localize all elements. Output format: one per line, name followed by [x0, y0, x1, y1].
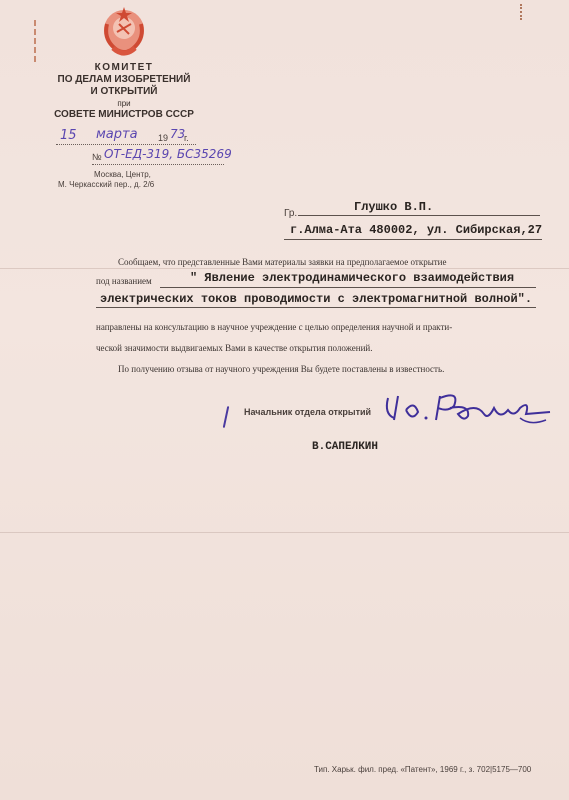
body-paragraph-2-line-1: направлены на консультацию в научное учреждение с целью определения научной и практи-	[96, 322, 453, 332]
recipient-name: Глушко В.П.	[354, 200, 434, 214]
committee-subtitle: ПО ДЕЛАМ ИЗОБРЕТЕНИЙ	[57, 74, 191, 85]
staple-mark	[34, 20, 39, 62]
recipient-name-line	[298, 215, 540, 216]
handwritten-signature	[380, 390, 558, 440]
signatory-name: В.САПЕЛКИН	[312, 441, 379, 453]
date-year: 73	[170, 127, 186, 141]
title-line-1	[160, 287, 536, 288]
discovery-title-1: " Явление электродинамического взаимодействия	[190, 271, 515, 285]
ussr-emblem-icon	[97, 4, 151, 60]
reference-prefix: №	[92, 152, 102, 162]
date-month: марта	[96, 127, 138, 142]
paper-fold	[0, 268, 569, 269]
committee-title: КОМИТЕТ	[94, 62, 154, 73]
body-under-name: под названием	[96, 276, 152, 286]
date-day: 15	[60, 128, 77, 143]
committee-subtitle-2: И ОТКРЫТИЙ	[90, 86, 158, 97]
corner-mark	[520, 4, 528, 20]
discovery-title-2: электрических токов проводимости с электромагнитной волной".	[100, 292, 533, 306]
title-line-2	[96, 307, 536, 308]
date-g: г.	[184, 133, 189, 143]
committee-pri: при	[117, 99, 131, 108]
reference-number: ОТ-ЕД-319, БС35269	[104, 147, 232, 161]
body-paragraph-1: Сообщаем, что представленные Вами материалы заявки на предполагаемое открытие	[118, 257, 447, 267]
council-name: СОВЕТЕ МИНИСТРОВ СССР	[54, 109, 194, 120]
paper-fold	[0, 532, 569, 533]
date-year-prefix: 19	[158, 133, 169, 143]
body-paragraph-3: По получению отзыва от научного учреждения Вы будете поставлены в известность.	[118, 364, 445, 374]
printer-imprint: Тип. Харьк. фил. пред. «Патент», 1969 г., з. 702|5175—700	[314, 765, 532, 774]
recipient-address: г.Алма-Ата 480002, ул. Сибирская,27	[290, 223, 543, 237]
signatory-position: Начальник отдела открытий	[244, 407, 372, 417]
body-paragraph-2-line-2: ческой значимости выдвигаемых Вами в качестве открытия положений.	[96, 343, 373, 353]
recipient-address-line	[284, 239, 542, 240]
recipient-prefix: Гр.	[284, 208, 298, 219]
address-city: Москва, Центр,	[94, 170, 151, 179]
handwritten-mark	[223, 406, 230, 428]
address-street: М. Черкасский пер., д. 2/6	[58, 180, 155, 189]
